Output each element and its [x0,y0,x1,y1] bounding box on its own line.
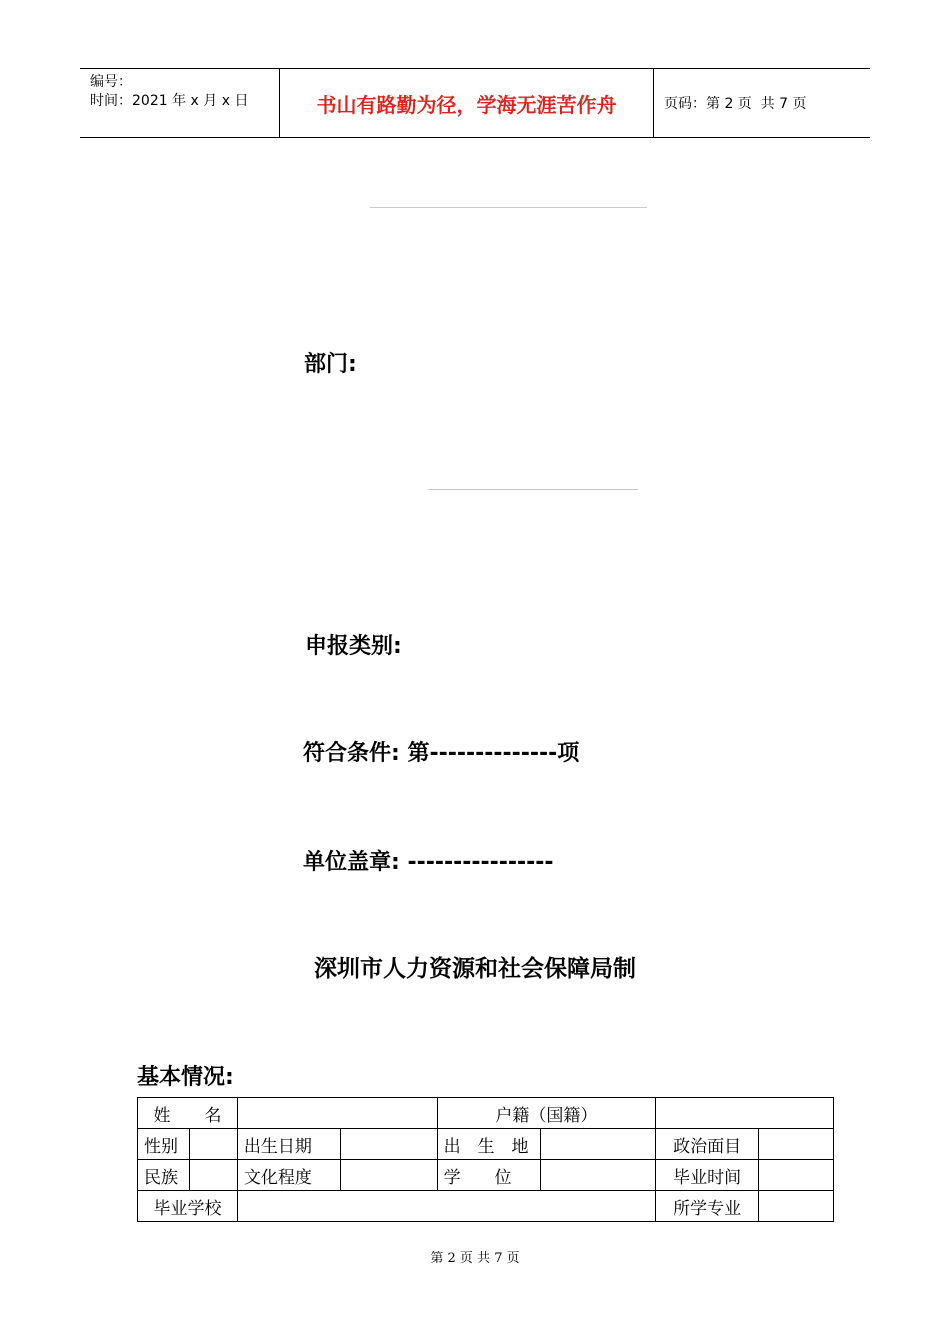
department-label: 部门: [304,352,357,377]
condition-text: 符合条件: 第--------------项 [303,741,580,766]
degree-label: 学 位 [437,1160,540,1191]
header-meta [80,69,280,137]
gender-value[interactable] [189,1129,237,1160]
birth-date-value[interactable] [340,1129,437,1160]
political-value[interactable] [759,1129,834,1160]
major-value[interactable] [759,1191,834,1222]
grad-time-value[interactable] [759,1160,834,1191]
category-label: 申报类别: [305,634,402,659]
major-label: 所学专业 [656,1191,759,1222]
degree-value[interactable] [540,1160,656,1191]
birth-date-label: 出生日期 [237,1129,340,1160]
ethnicity-value[interactable] [189,1160,237,1191]
education-label: 文化程度 [237,1160,340,1191]
table-row [138,1098,834,1129]
page-text: 页码：第 2 页 共 7 页 [664,96,807,112]
blank-line-2 [428,489,638,490]
name-value[interactable] [237,1098,437,1129]
huji-label: 户籍（国籍） [437,1098,656,1129]
education-value[interactable] [340,1160,437,1191]
school-label: 毕业学校 [138,1191,238,1222]
organization-name: 深圳市人力资源和社会保障局制 [314,955,636,982]
birthplace-label: 出 生 地 [437,1129,540,1160]
grad-time-label: 毕业时间 [656,1160,759,1191]
stamp-text: 单位盖章: ---------------- [303,850,554,875]
date-text: 时间：2021 年 x 月 x 日 [90,93,249,109]
section-title: 基本情况: [137,1065,234,1090]
header-page-info [654,69,870,137]
table-row [138,1129,834,1160]
ethnicity-label: 民族 [138,1160,190,1191]
huji-value[interactable] [656,1098,834,1129]
gender-label: 性别 [138,1129,190,1160]
page-header [80,68,870,138]
school-value[interactable] [237,1191,655,1222]
page-footer: 第 2 页 共 7 页 [430,1251,520,1266]
political-label: 政治面目 [656,1129,759,1160]
basic-info-table [137,1097,834,1222]
table-row [138,1191,834,1222]
name-label: 姓 名 [138,1098,238,1129]
table-row [138,1160,834,1191]
birthplace-value[interactable] [540,1129,656,1160]
header-motto: 书山有路勤为径，学海无涯苦作舟 [280,69,654,137]
number-label: 编号： [90,74,132,90]
blank-line-1 [370,207,647,208]
